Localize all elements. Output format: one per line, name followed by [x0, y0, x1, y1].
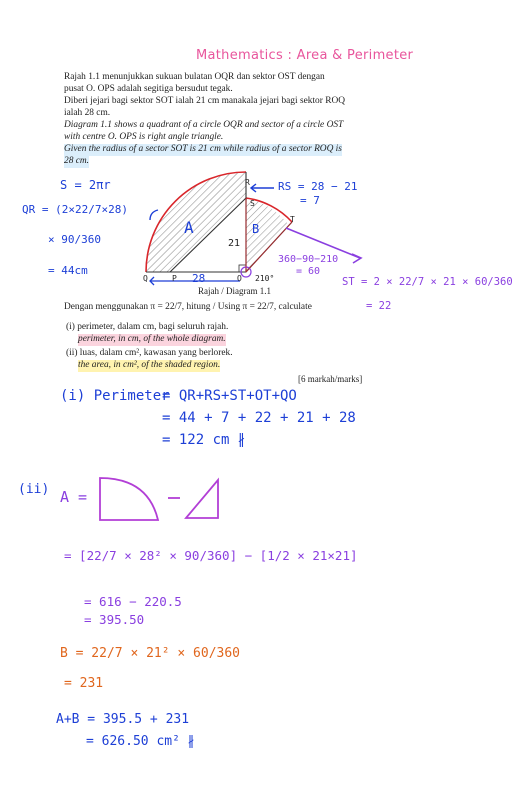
label-a: A	[184, 218, 194, 237]
part1-en: perimeter, in cm, of the whole diagram.	[78, 334, 226, 344]
note-qr-line1: QR = (2×22/7×28)	[22, 203, 128, 216]
label-angle: 210°	[255, 274, 275, 283]
label-p: P	[172, 274, 177, 283]
note-formula: S = 2πr	[60, 178, 111, 192]
solution-perimeter-line3: = 122 cm ∦	[162, 432, 245, 448]
label-o: O	[237, 274, 242, 283]
solution-perimeter-line2: = 44 + 7 + 22 + 21 + 28	[162, 410, 356, 426]
sketch-quadrant	[100, 478, 158, 520]
question-en-line4: 28 cm.	[64, 156, 89, 166]
label-side-21: 21	[228, 238, 241, 249]
solution-b-line2: = 231	[64, 676, 104, 691]
solution-a-label: A =	[60, 488, 88, 506]
solution-ab-line2: = 626.50 cm² ∦	[86, 734, 195, 749]
question-ms-line4: ialah 28 cm.	[64, 108, 111, 118]
note-rs-line1: RS = 28 − 21	[278, 180, 358, 193]
label-r: R	[245, 178, 250, 187]
part1-ms: (i) perimeter, dalam cm, bagi seluruh rajah.	[66, 322, 229, 332]
question-ms-line1: Rajah 1.1 menunjukkan sukuan bulatan OQR dan sektor OST dengan	[64, 72, 325, 82]
solution-perimeter-label: (i) Perimeter	[60, 388, 170, 404]
marks-label: [6 markah/marks]	[298, 374, 363, 384]
label-s: S	[250, 199, 255, 208]
label-q: Q	[143, 274, 148, 283]
note-qr-line2: × 90/360	[48, 233, 101, 246]
note-angle-line1: 360−90−210	[278, 254, 339, 265]
note-st-result: = 22	[366, 300, 392, 312]
label-t: T	[290, 215, 295, 224]
note-angle-line2: = 60	[296, 266, 321, 277]
solution-a-line2: = 616 − 220.5	[84, 594, 182, 609]
label-b: B	[252, 222, 260, 236]
solution-perimeter-line1: = QR+RS+ST+OT+QO	[162, 388, 297, 404]
question-en-line1: Diagram 1.1 shows a quadrant of a circle OQR and sector of a circle OST	[64, 120, 344, 130]
question-ms-line2: pusat O. OPS adalah segitiga bersudut tegak.	[64, 84, 233, 94]
part2-en: the area, in cm², of the shaded region.	[78, 360, 221, 370]
instruction-line: Dengan menggunakan π = 22/7, hitung / Using π = 22/7, calculate	[64, 302, 312, 312]
question-en-line2: with centre O. OPS is right angle triangle.	[64, 132, 224, 142]
page-title: Mathematics : Area & Perimeter	[196, 48, 414, 63]
solution-a-line3: = 395.50	[84, 612, 145, 627]
note-qr-result: = 44cm	[48, 264, 88, 277]
solution-part2-label: (ii)	[18, 482, 50, 497]
question-ms-line3: Diberi jejari bagi sektor SOT ialah 21 cm manakala jejari bagi sektor ROQ	[64, 96, 345, 106]
part2-ms: (ii) luas, dalam cm², kawasan yang berlorek.	[66, 348, 233, 358]
sketch-triangle	[186, 480, 218, 518]
solution-b-line1: B = 22/7 × 21² × 60/360	[60, 646, 241, 661]
solution-ab-line1: A+B = 395.5 + 231	[56, 712, 190, 727]
diagram-caption: Rajah / Diagram 1.1	[198, 286, 271, 296]
label-base-28: 28	[192, 272, 206, 285]
note-st-line1: ST = 2 × 22/7 × 21 × 60/360	[342, 276, 513, 288]
note-rs-line2: = 7	[300, 194, 320, 207]
solution-a-line1: = [22/7 × 28² × 90/360] − [1/2 × 21×21]	[64, 548, 358, 563]
question-en-line3: Given the radius of a sector SOT is 21 cm while radius of a sector ROQ is	[64, 144, 342, 154]
